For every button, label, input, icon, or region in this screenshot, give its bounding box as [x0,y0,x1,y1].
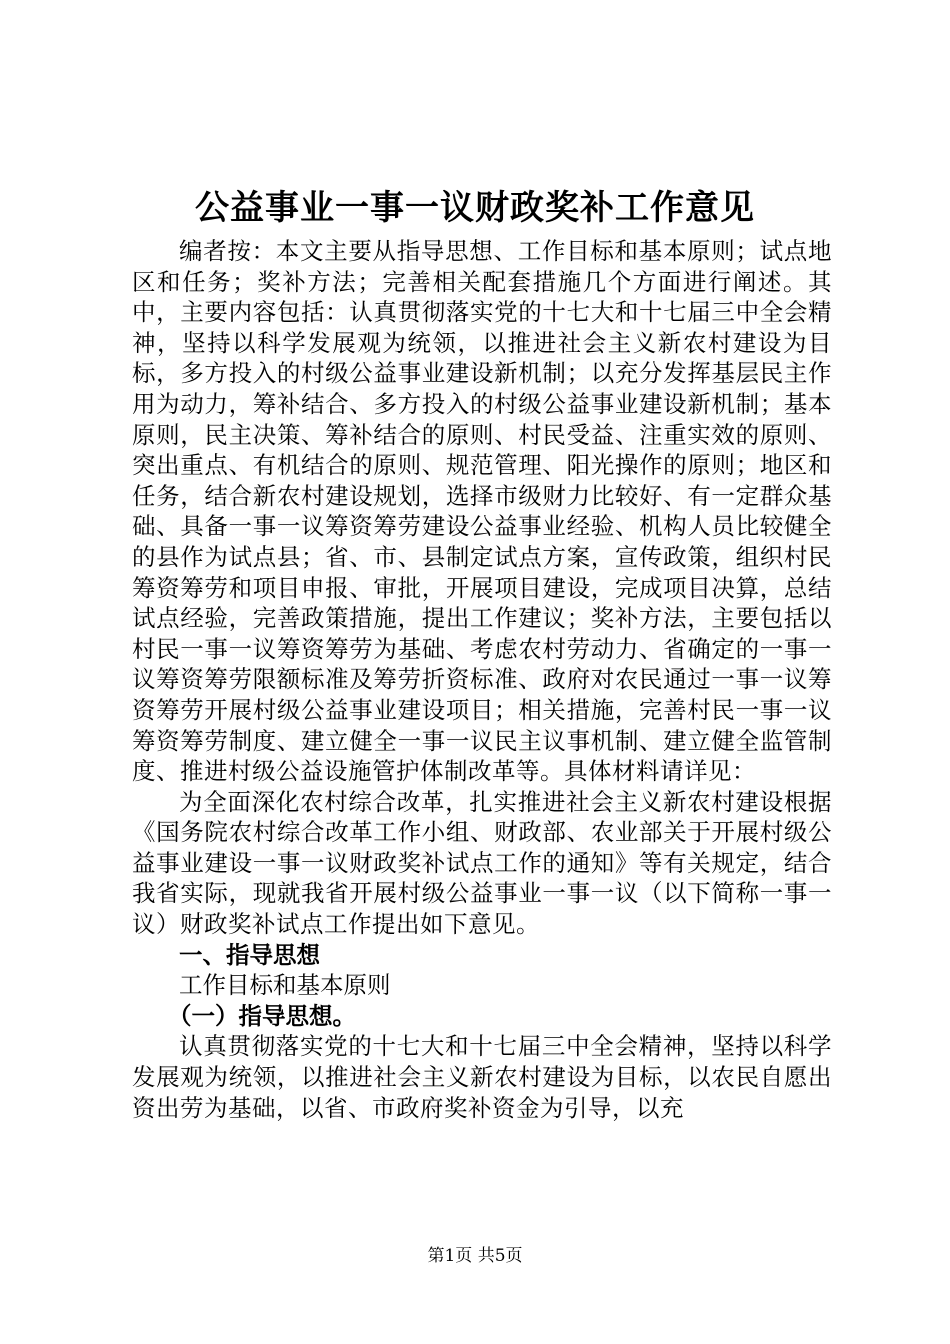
section-heading: 一、指导思想 [179,940,320,969]
document-body [132,236,832,1123]
guiding-paragraph: 认真贯彻落实党的十七大和十七届三中全会精神，坚持以科学发展观为统领，以推进社会主义新农村建设为目标，以农民自愿出资出劳为基础，以省、市政府奖补资金为引导，以充 [132,1032,832,1122]
document-title: 公益事业一事一议财政奖补工作意见 [195,188,755,228]
intro-paragraph: 为全面深化农村综合改革，扎实推进社会主义新农村建设根据《国务院农村综合改革工作小组、财政部、农业部关于开展村级公益事业建设一事一议财政奖补试点工作的通知》等有关规定，结合我省实际，现就我省开展村级公益事业一事一议（以下简称一事一议）财政奖补试点工作提出如下意见。 [132,787,832,939]
page-number-footer: 第1页 共5页 [427,1246,523,1266]
editor-note-paragraph: 编者按：本文主要从指导思想、工作目标和基本原则；试点地区和任务；奖补方法；完善相关配套措施几个方面进行阐述。其中，主要内容包括：认真贯彻落实党的十七大和十七届三中全会精神，坚持以科学发展观为统领，以推进社会主义新农村建设为目标，多方投入的村级公益事业建设新机制；以充分发挥基层民主作用为动力，筹补结合、多方投入的村级公益事业建设新机制；基本原则，民主决策、筹补结合的原则、村民受益、注重实效的原则、突出重点、有机结合的原则、规范管理、阳光操作的原则；地区和任务，结合新农村建设规划，选择市级财力比较好、有一定群众基础、具备一事一议筹资筹劳建设公益事业经验、机构人员比较健全的县作为试点县；省、市、县制定试点方案，宣传政策，组织村民筹资筹劳和项目申报、审批，开展项目建设，完成项目决算，总结试点经验，完善政策措施，提出工作建议；奖补方法，主要包括以村民一事一议筹资筹劳为基础、考虑农村劳动力、省确定的一事一议筹资筹劳限额标准及筹劳折资标准、政府对农民通过一事一议筹资筹劳开展村级公益事业建设项目；相关措施，完善村民一事一议筹资筹劳制度、建立健全一事一议民主议事机制、建立健全监管制度、推进村级公益设施管护体制改革等。具体材料请详见： [132,237,832,786]
section-subtitle: 工作目标和基本原则 [179,971,391,1000]
subsection-heading: （一）指导思想。 [168,1001,356,1030]
